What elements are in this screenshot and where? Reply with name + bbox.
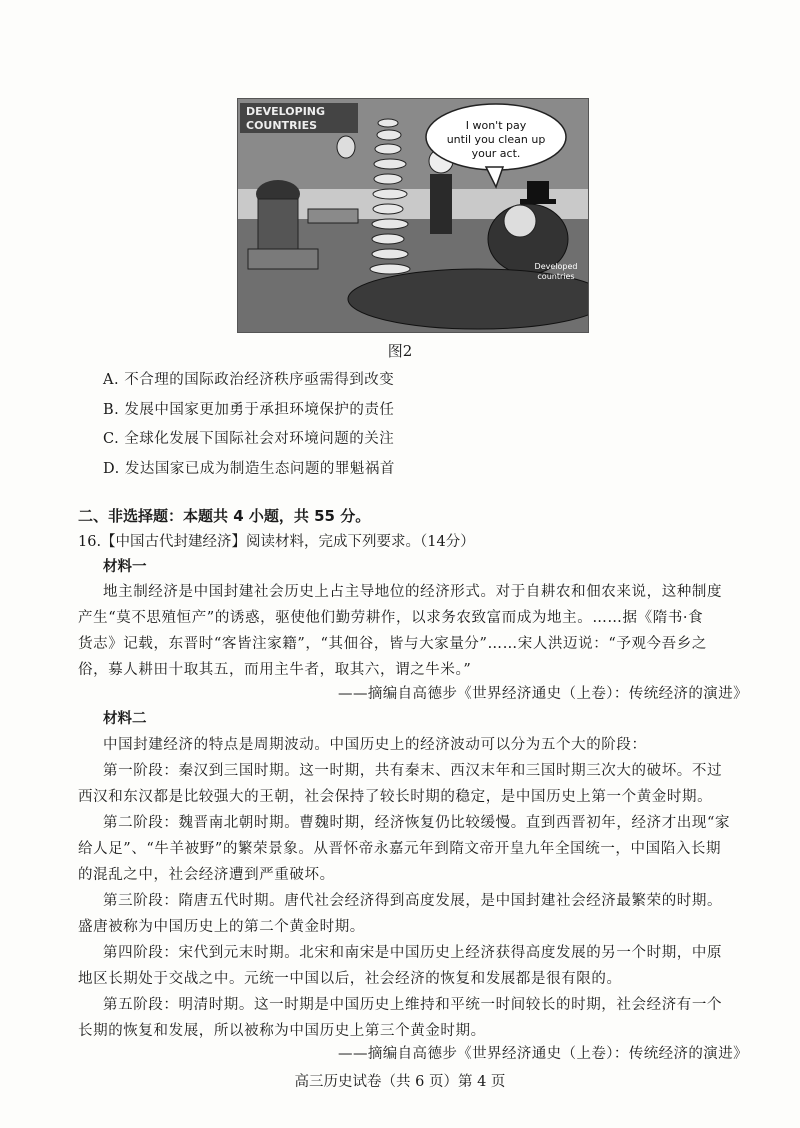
material-1-source: ——摘编自高德步《世界经济通史（上卷）：传统经济的演进》	[338, 686, 748, 702]
figure-caption: 图2	[387, 342, 413, 360]
material-2-source: ——摘编自高德步《世界经济通史（上卷）：传统经济的演进》	[338, 1046, 748, 1062]
speech-line-1: I won't pay	[465, 119, 527, 132]
material-1-line: 产生“莫不思殖恒产”的诱惑，驱使他们勤劳耕作，以求务农致富而成为地主。……据《隋书·食	[78, 610, 704, 626]
material-2-line: 西汉和东汉都是比较强大的王朝，社会保持了较长时期的稳定，是中国历史上第一个黄金时期。	[78, 789, 713, 805]
material-2-label: 材料二	[103, 711, 147, 727]
material-2-line: 给人足”、“牛羊被野”的繁荣景象。从晋怀帝永嘉元年到隋文帝开皇九年全国统一，中国陷入长期	[78, 841, 722, 857]
material-2-line: 第一阶段：秦汉到三国时期。这一时期，共有秦末、西汉末年和三国时期三次大的破坏。不过	[103, 763, 723, 779]
cartoon-figure	[237, 98, 589, 333]
cartoon-illustration	[238, 99, 588, 332]
speech-line-2: until you clean up	[446, 133, 546, 146]
material-2-line: 中国封建经济的特点是周期波动。中国历史上的经济波动可以分为五个大的阶段：	[103, 737, 647, 753]
material-2-line: 长期的恢复和发展，所以被称为中国历史上第三个黄金时期。	[78, 1023, 486, 1039]
material-1-line: 地主制经济是中国封建社会历史上占主导地位的经济形式。对于自耕农和佃农来说，这种制度	[103, 584, 723, 600]
question-16-title: 16.【中国古代封建经济】阅读材料，完成下列要求。（14分）	[78, 534, 475, 550]
option-a: A. 不合理的国际政治经济秩序亟需得到改变	[103, 372, 395, 388]
material-2-line: 盛唐被称为中国历史上的第二个黄金时期。	[78, 919, 365, 935]
option-b: B. 发展中国家更加勇于承担环境保护的责任	[103, 402, 395, 418]
tag-line-2: countries	[537, 272, 575, 281]
material-1-line: 俗，募人耕田十取其五，而用主牛者，取其六，谓之牛米。”	[78, 662, 472, 678]
sign-line-1: DEVELOPING	[246, 105, 326, 118]
material-2-line: 的混乱之中，社会经济遭到严重破坏。	[78, 867, 335, 883]
option-c: C. 全球化发展下国际社会对环境问题的关注	[103, 431, 395, 447]
tag-line-1: Developed	[534, 262, 578, 271]
material-2-line: 第五阶段：明清时期。这一时期是中国历史上维持和平统一时间较长的时期，社会经济有一个	[103, 997, 723, 1013]
page-footer: 高三历史试卷（共 6 页）第 4 页	[294, 1074, 506, 1090]
section-title: 二、非选择题：本题共 4 小题，共 55 分。	[78, 507, 371, 525]
material-1-label: 材料一	[103, 559, 147, 575]
material-1-line: 货志》记载，东晋时“客皆注家籍”，“其佃谷，皆与大家量分”……宋人洪迈说：“予观今吾乡之	[78, 636, 707, 652]
option-d: D. 发达国家已成为制造生态问题的罪魁祸首	[103, 461, 395, 477]
material-2-line: 地区长期处于交战之中。元统一中国以后，社会经济的恢复和发展都是很有限的。	[78, 971, 622, 987]
sign-line-2: COUNTRIES	[246, 119, 318, 132]
speech-line-3: your act.	[471, 147, 521, 160]
material-2-line: 第四阶段：宋代到元末时期。北宋和南宋是中国历史上经济获得高度发展的另一个时期，中原	[103, 945, 723, 961]
material-2-line: 第二阶段：魏晋南北朝时期。曹魏时期，经济恢复仍比较缓慢。直到西晋初年，经济才出现“家	[103, 815, 731, 831]
material-2-line: 第三阶段：隋唐五代时期。唐代社会经济得到高度发展，是中国封建社会经济最繁荣的时期。	[103, 893, 723, 909]
